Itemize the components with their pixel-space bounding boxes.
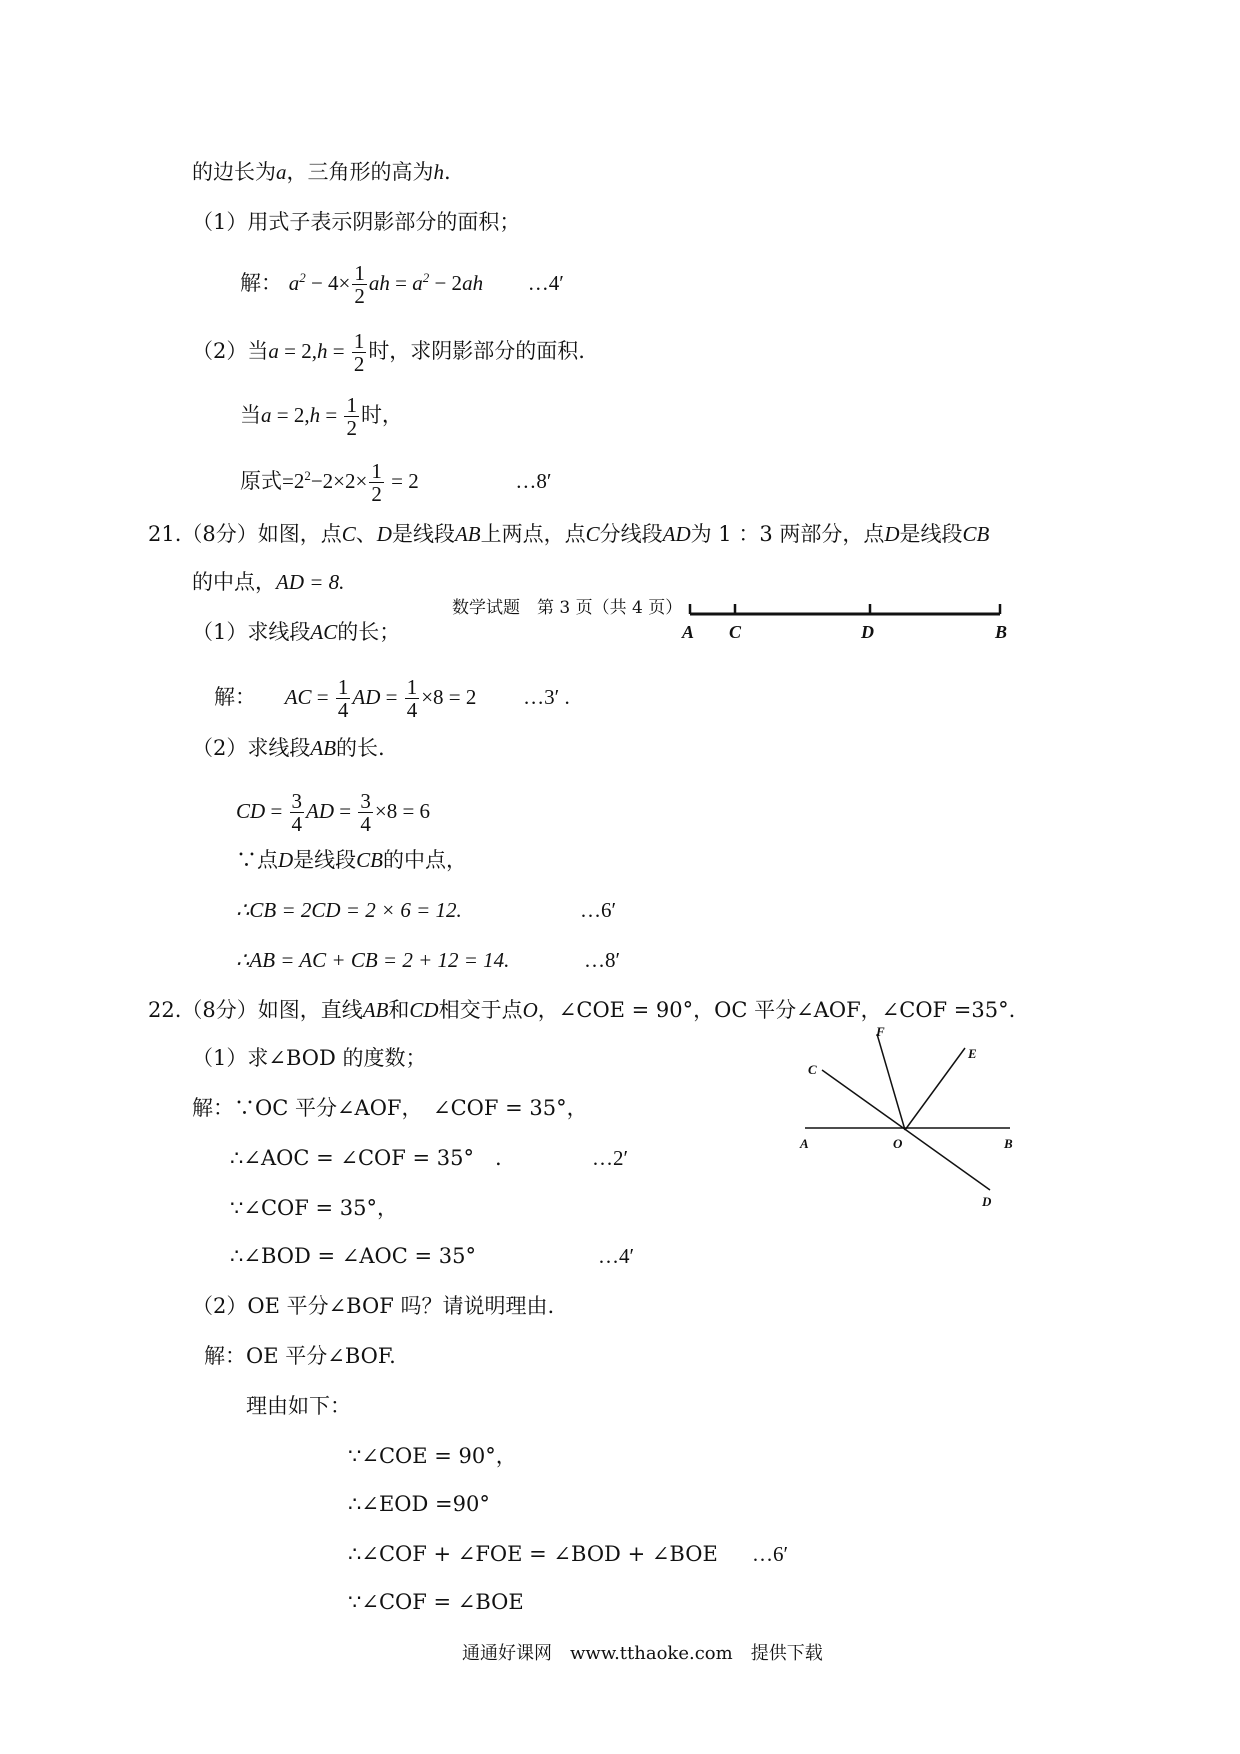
label-a: A xyxy=(682,622,695,642)
q21-cd-line: CD = $\frac{3}{4}$ AD = $\frac{3}{4}$ ×8 = 6 xyxy=(236,789,431,836)
angle-figure xyxy=(790,1020,1030,1220)
q21-solution-1: 解： AC = $\frac{1}{4}$ AD = $\frac{1}{4}$ ×8 = 2 …3′ . xyxy=(214,675,570,722)
q22-s4: ∴∠BOD = ∠AOC = 35° xyxy=(230,1244,476,1268)
intro-line xyxy=(192,158,451,186)
text: 22.（8分）如图，直线 xyxy=(148,998,363,1022)
text: 上两点，点 xyxy=(480,522,586,546)
q20-result: 原式$=2^2-2\times 2\times$ $\frac{1}{2}$ = 2 …8′ xyxy=(240,459,552,506)
text: 21.（8分）如图，点 xyxy=(148,522,342,546)
text: 的边长为 xyxy=(192,160,276,184)
score-mark: …8′ xyxy=(515,469,552,493)
page-footer-inline: 数学试题 第 3 页（共 4 页） xyxy=(452,598,683,618)
q22-s3: ∵∠COF = 35°， xyxy=(230,1196,398,1220)
text: 为 1 ：3 两部分，点 xyxy=(690,522,885,546)
q21-part1 xyxy=(192,618,400,646)
q21-because xyxy=(236,846,467,874)
var: O xyxy=(522,998,538,1022)
var: D xyxy=(278,848,294,872)
text: 时， xyxy=(360,403,403,427)
line-cd xyxy=(822,1070,990,1190)
q21-ab-line: ∴AB = AC + CB = 2 + 12 = 14. xyxy=(236,948,510,972)
q22-s1: 解：∵OC 平分∠AOF， ∠COF = 35°， xyxy=(192,1096,588,1120)
text: 、 xyxy=(355,522,377,546)
text: （1）求线段 xyxy=(192,620,311,644)
text: 分线段 xyxy=(599,522,663,546)
q22-s8: ∴∠EOD =90° xyxy=(348,1492,490,1516)
label-b: B xyxy=(995,622,1008,642)
q22-s10: ∵∠COF = ∠BOE xyxy=(348,1590,524,1614)
var-a: a xyxy=(276,160,287,184)
q22-s6: 理由如下： xyxy=(246,1394,351,1418)
label-b: B xyxy=(1004,1136,1013,1151)
var: AC xyxy=(310,620,338,644)
var: AB xyxy=(362,998,389,1022)
ray-oe xyxy=(905,1048,965,1130)
q22-part2: （2）OE 平分∠BOF 吗？请说明理由. xyxy=(192,1294,555,1318)
q20-condition: 当a = 2,h = $\frac{1}{2}$ 时， xyxy=(240,393,403,440)
q21-head xyxy=(148,520,989,548)
q21-cb-line: ∴CB = 2CD = 2 × 6 = 12. xyxy=(236,898,462,922)
score-mark: …4′ xyxy=(598,1244,635,1268)
text: 原式 xyxy=(240,469,282,493)
q20-solution-1: 解： $a^2 - 4\times$ $\frac{1}{2}$ ah = $a^2 - 2ah$ …4′ xyxy=(240,261,564,308)
var: D xyxy=(376,522,392,546)
var: AD xyxy=(662,522,691,546)
text: ，三角形的高为 xyxy=(286,160,434,184)
text: 是线段 xyxy=(899,522,963,546)
equation: AD = 8. xyxy=(276,570,345,594)
text: （2）当 xyxy=(192,339,269,363)
q20-part2: （2）当a = 2,h = $\frac{1}{2}$ 时，求阴影部分的面积. xyxy=(192,329,585,376)
label-c: C xyxy=(808,1062,817,1077)
score-mark: …6′ xyxy=(580,898,617,922)
text: 时，求阴影部分的面积. xyxy=(368,339,585,363)
var: C xyxy=(341,522,356,546)
label-d: D xyxy=(982,1194,992,1209)
q21-line2 xyxy=(192,568,344,596)
q22-s9: ∴∠COF + ∠FOE = ∠BOD + ∠BOE xyxy=(348,1542,718,1566)
q22-part1: （1）求∠BOD 的度数； xyxy=(192,1046,427,1070)
var: C xyxy=(585,522,600,546)
score-mark: …2′ xyxy=(592,1146,629,1170)
text: 的长. xyxy=(336,736,385,760)
text: （2）求线段 xyxy=(192,736,311,760)
var: AB xyxy=(454,522,481,546)
label-d: D xyxy=(861,622,874,642)
footer-text: 通通好课网 www.tthaoke.com 提供下载 xyxy=(462,1643,823,1664)
label-c: C xyxy=(729,622,742,642)
label-a: A xyxy=(800,1136,809,1151)
text: 当 xyxy=(240,403,261,427)
text: 相交于点 xyxy=(438,998,523,1022)
var: CB xyxy=(356,848,384,872)
q22-s5: 解：OE 平分∠BOF. xyxy=(204,1344,396,1368)
text: 的中点， xyxy=(383,848,468,872)
text: ∵点 xyxy=(236,848,278,872)
text: ，∠COE = 90°，OC 平分∠AOF，∠COF =35°. xyxy=(537,998,1016,1022)
q22-s2: ∴∠AOC = ∠COF = 35° . xyxy=(230,1146,502,1170)
var: CD xyxy=(409,998,439,1022)
ray-of xyxy=(877,1034,905,1130)
solution-label: 解： xyxy=(214,685,256,709)
var: D xyxy=(884,522,900,546)
label-f: F xyxy=(876,1024,885,1039)
score-mark: …8′ xyxy=(584,948,621,972)
text: 的中点， xyxy=(192,570,276,594)
var: CB xyxy=(962,522,990,546)
score-mark: …4′ xyxy=(527,271,564,295)
label-o: O xyxy=(893,1136,903,1151)
var: AB xyxy=(310,736,337,760)
q21-part2 xyxy=(192,734,385,762)
text: 是线段 xyxy=(391,522,455,546)
var-h: h xyxy=(433,160,444,184)
score-mark: …3′ xyxy=(523,685,560,709)
q22-s7: ∵∠COE = 90°， xyxy=(348,1444,517,1468)
text: 是线段 xyxy=(293,848,357,872)
text: . xyxy=(444,160,451,184)
label-e: E xyxy=(968,1046,977,1061)
text: 的长； xyxy=(337,620,401,644)
text: 和 xyxy=(388,998,410,1022)
solution-label: 解： xyxy=(240,271,282,295)
score-mark: …6′ xyxy=(752,1542,789,1566)
q20-part1: （1）用式子表示阴影部分的面积； xyxy=(192,210,521,234)
